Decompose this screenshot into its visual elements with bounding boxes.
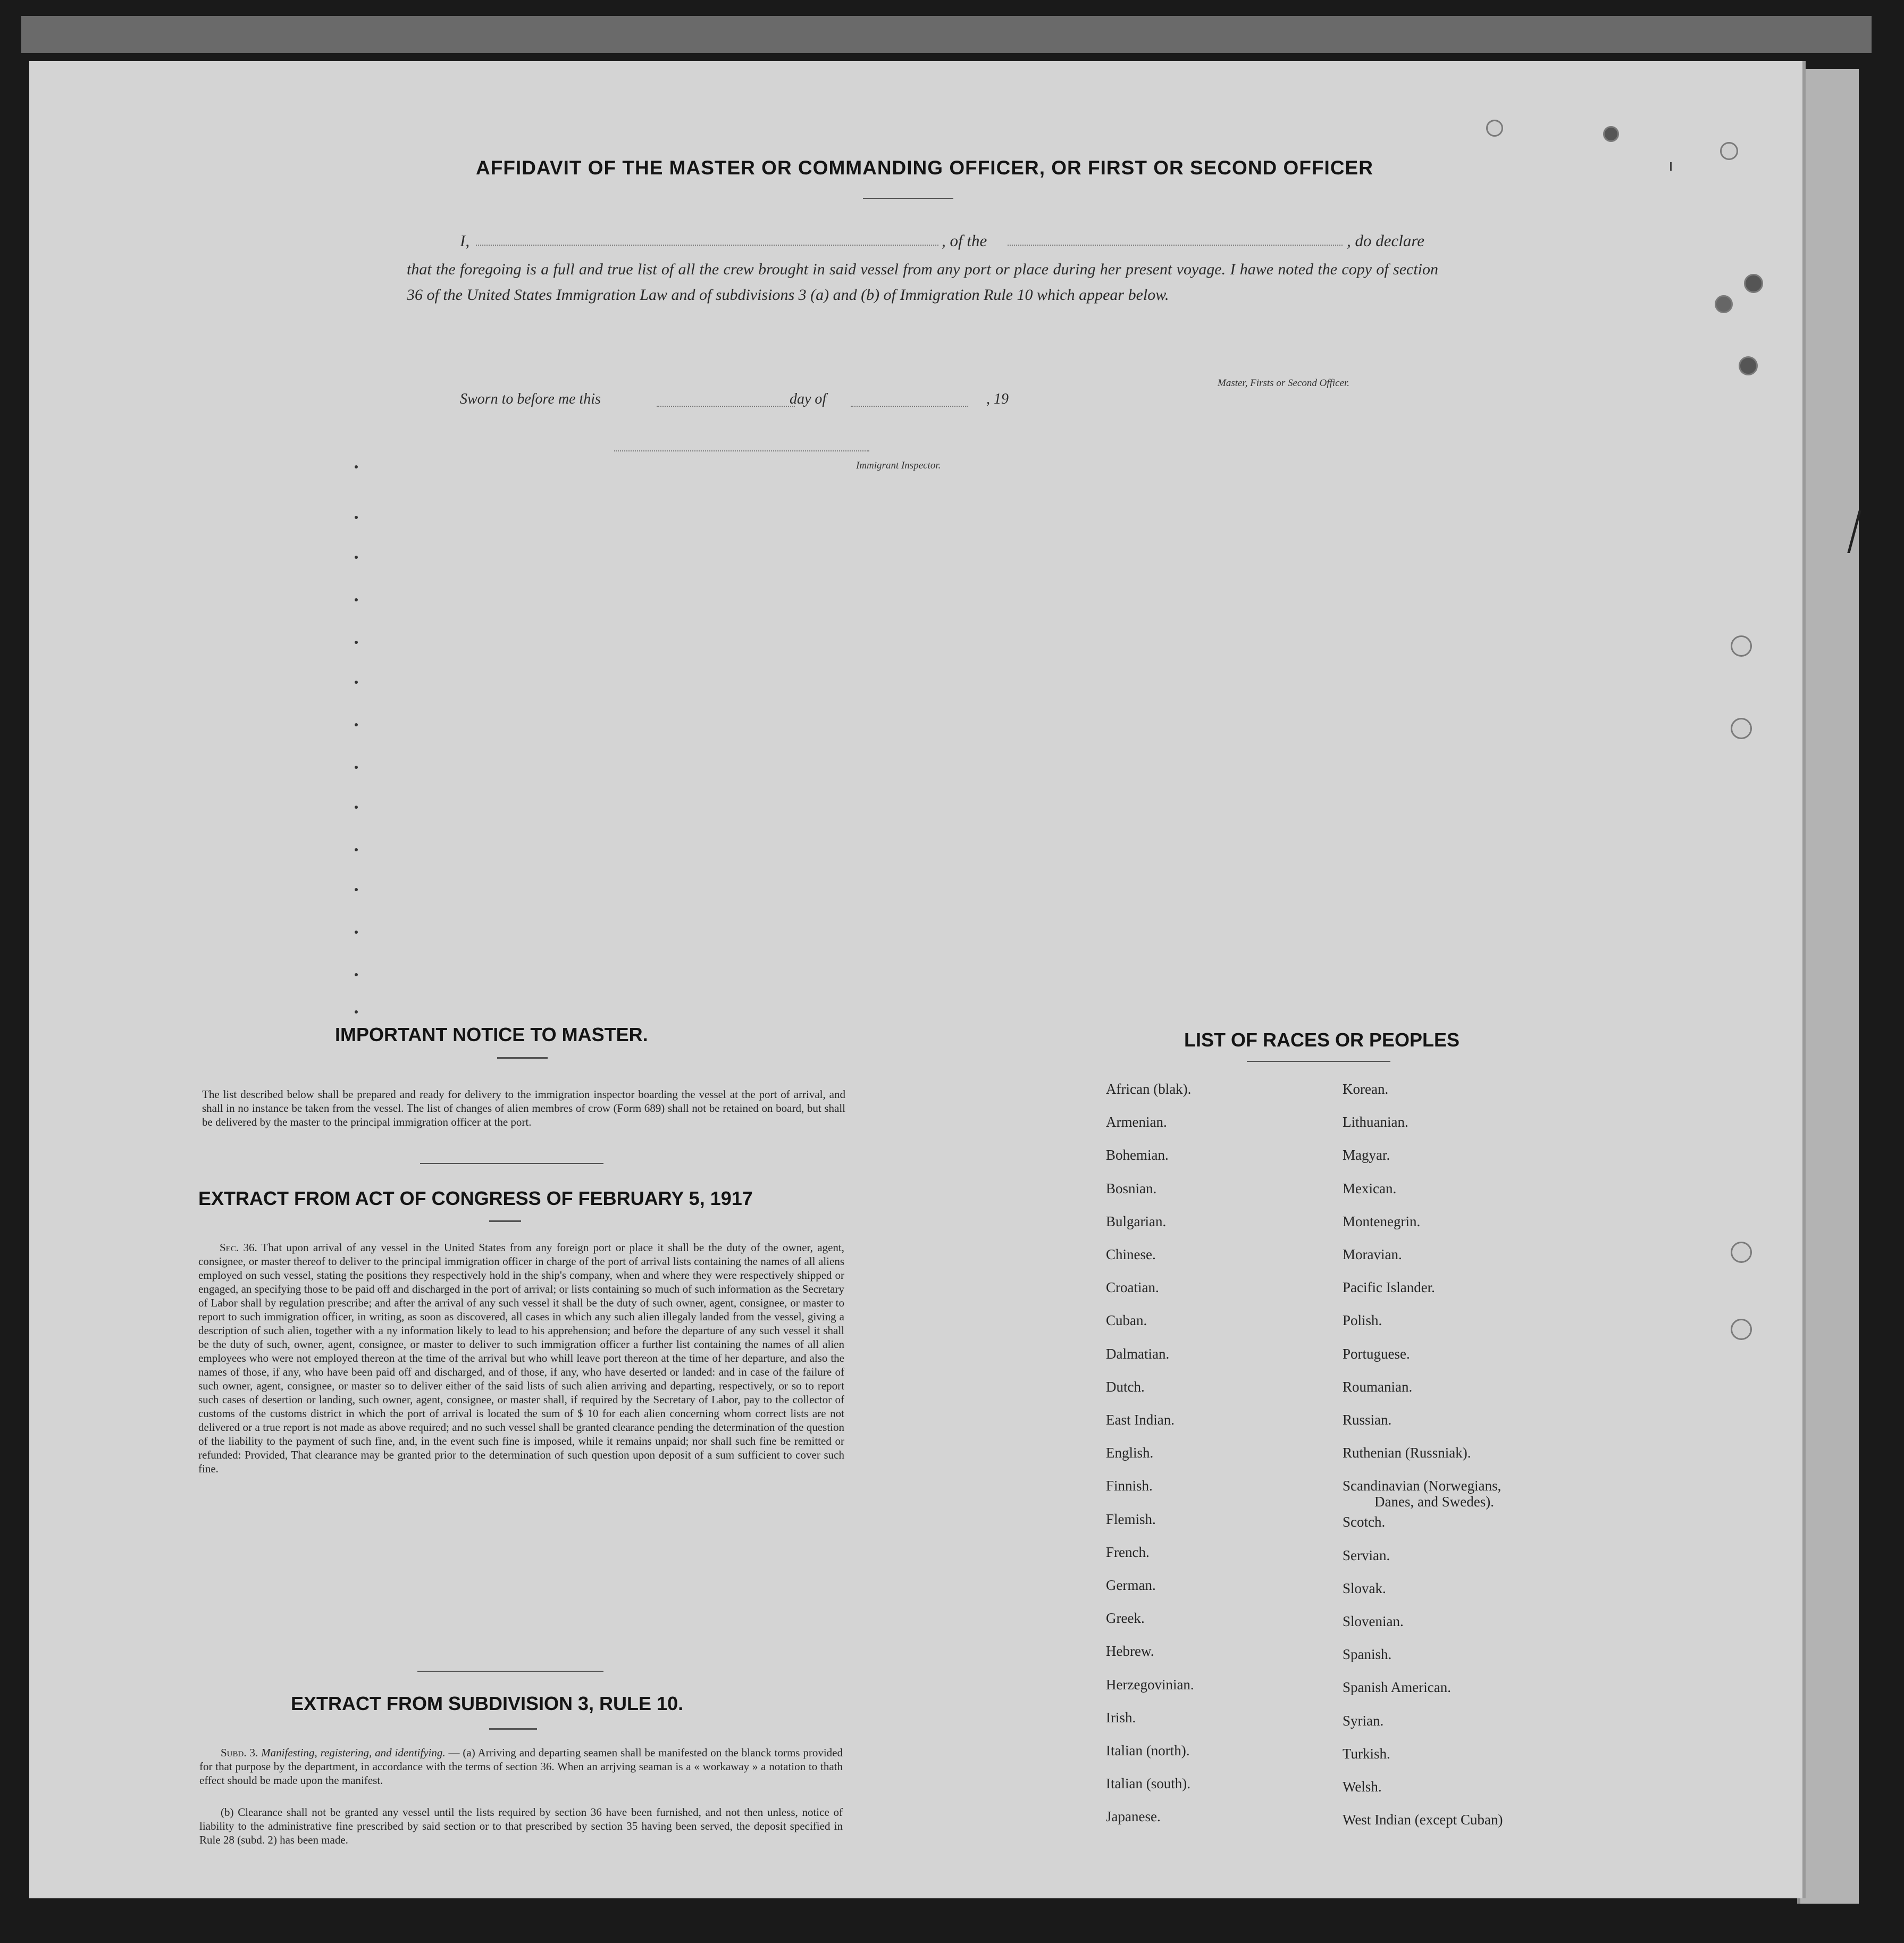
- race-item: Bosnian.: [1106, 1180, 1157, 1196]
- race-item: West Indian (except Cuban): [1343, 1812, 1503, 1828]
- race-item: Armenian.: [1106, 1114, 1167, 1130]
- do-declare-label: , do declare: [1347, 231, 1425, 250]
- divider: [489, 1220, 521, 1222]
- race-item: Italian (south).: [1106, 1776, 1190, 1792]
- race-item: Servian.: [1343, 1547, 1390, 1563]
- margin-dot: [355, 973, 358, 976]
- rule-text-a: [199, 1746, 843, 1787]
- rule-heading: EXTRACT FROM SUBDIVISION 3, RULE 10.: [291, 1693, 684, 1714]
- race-item: East Indian.: [1106, 1412, 1175, 1428]
- race-item: Syrian.: [1343, 1712, 1384, 1729]
- race-item: Bulgarian.: [1106, 1213, 1167, 1229]
- margin-dot: [355, 1010, 358, 1014]
- year-label: , 19: [986, 391, 1009, 407]
- races-heading: LIST OF RACES OR PEOPLES: [1184, 1029, 1460, 1051]
- race-item: Slovenian.: [1343, 1613, 1404, 1629]
- margin-dot: [355, 516, 358, 519]
- vessel-field[interactable]: [1008, 245, 1343, 246]
- race-item: Chinese.: [1106, 1246, 1156, 1262]
- race-item: Turkish.: [1343, 1745, 1390, 1762]
- declaration-i-label: I,: [460, 231, 470, 250]
- binder-hole-icon: [1731, 1242, 1752, 1263]
- binder-hole-icon: [1744, 274, 1763, 293]
- name-field[interactable]: [476, 245, 938, 246]
- divider: [497, 1057, 548, 1059]
- margin-dot: [355, 681, 358, 684]
- race-item: Portuguese.: [1343, 1345, 1410, 1362]
- race-item: Pacific Islander.: [1343, 1279, 1435, 1296]
- declaration-statement: that the foregoing is a full and true list of all the crew brought in said vessel from any port or place during her present voyage. I hawe noted the copy of section 36 of the United States Immigration Law and of subdivisions 3 (a) and (b) of Immigration Rule 10 which appear below.: [407, 261, 1438, 304]
- scan-frame-right: [1797, 69, 1859, 1904]
- divider: [863, 198, 953, 199]
- act-text: [198, 1241, 844, 1476]
- month-field[interactable]: [851, 406, 968, 407]
- act-heading: EXTRACT FROM ACT OF CONGRESS OF FEBRUARY 5, 1917: [198, 1187, 753, 1209]
- divider: [489, 1728, 537, 1730]
- race-item: Bohemian.: [1106, 1147, 1169, 1163]
- race-item: French.: [1106, 1544, 1150, 1560]
- of-the-label: , of the: [942, 231, 987, 250]
- race-item: Mexican.: [1343, 1180, 1397, 1196]
- margin-dot: [355, 848, 358, 851]
- margin-dot: [355, 931, 358, 934]
- race-item: Herzegovinian.: [1106, 1676, 1194, 1693]
- scan-frame-top: [21, 16, 1872, 53]
- margin-dot: [355, 723, 358, 726]
- race-item: Montenegrin.: [1343, 1213, 1421, 1229]
- race-item: Magyar.: [1343, 1147, 1390, 1163]
- race-item: Scandinavian (Norwegians,: [1343, 1478, 1502, 1494]
- race-item: Polish.: [1343, 1312, 1382, 1329]
- race-item: Korean.: [1343, 1081, 1389, 1097]
- binder-hole-icon: [1739, 356, 1758, 375]
- race-item: Scotch.: [1343, 1514, 1386, 1530]
- race-item: Croatian.: [1106, 1279, 1159, 1296]
- race-item: Finnish.: [1106, 1478, 1153, 1494]
- race-item: English.: [1106, 1445, 1154, 1461]
- margin-dot: [355, 465, 358, 468]
- race-item: Slovak.: [1343, 1580, 1386, 1596]
- rule-text-b: (b) Clearance shall not be granted any vessel until the lists required by section 36 have been furnished, and not then unless, notice of liability to the administrative fine prescribed by said section or to that prescribed by section 35 having been served, the deposit specified in Rule 28 (subd. 2) has been made.: [199, 1806, 843, 1846]
- race-item: Russian.: [1343, 1412, 1392, 1428]
- race-item: African (blak).: [1106, 1081, 1192, 1097]
- race-item: German.: [1106, 1577, 1156, 1593]
- margin-dot: [355, 641, 358, 644]
- race-item: Greek.: [1106, 1610, 1145, 1627]
- race-item: Lithuanian.: [1343, 1114, 1408, 1130]
- rule-subd-label: Subd. 3.: [221, 1746, 258, 1759]
- race-item: Ruthenian (Russniak).: [1343, 1445, 1471, 1461]
- notice-text: The list described below shall be prepared and ready for delivery to the immigration inspector boarding the vessel at the port of arrival, and shall in no instance be taken from the vessel. The list of changes of alien membres of crow (Form 689) shall not be retained on board, but shall be delivered by the master to the principal immigration officer at the port.: [202, 1088, 845, 1128]
- binder-hole-icon: [1715, 295, 1733, 313]
- margin-dot: [355, 766, 358, 769]
- document-page: [29, 61, 1806, 1898]
- margin-dot: [355, 806, 358, 809]
- race-item: Irish.: [1106, 1709, 1136, 1726]
- binder-hole-icon: [1731, 1319, 1752, 1340]
- margin-dot: [355, 598, 358, 601]
- signature-caption: Master, Firsts or Second Officer.: [1218, 378, 1350, 389]
- binder-hole-icon: [1731, 635, 1752, 657]
- race-item: Spanish.: [1343, 1646, 1392, 1663]
- day-field[interactable]: [657, 406, 795, 407]
- margin-dot: [355, 888, 358, 891]
- day-of-label: day of: [790, 391, 827, 407]
- binder-hole-icon: [1720, 142, 1738, 160]
- inspector-caption: Immigrant Inspector.: [856, 460, 941, 471]
- race-item: Danes, and Swedes).: [1374, 1494, 1494, 1510]
- race-item: Dalmatian.: [1106, 1345, 1170, 1362]
- binder-hole-icon: [1486, 120, 1503, 137]
- stray-mark: [1670, 162, 1672, 171]
- race-item: Flemish.: [1106, 1511, 1156, 1527]
- divider: [1247, 1061, 1390, 1062]
- binder-hole-icon: [1731, 718, 1752, 739]
- binder-hole-icon: [1603, 126, 1619, 142]
- inspector-signature-field[interactable]: [614, 450, 869, 451]
- notice-heading: IMPORTANT NOTICE TO MASTER.: [335, 1024, 648, 1045]
- race-item: Roumanian.: [1343, 1378, 1413, 1395]
- divider: [420, 1163, 603, 1164]
- race-item: Spanish American.: [1343, 1679, 1451, 1696]
- race-item: Japanese.: [1106, 1808, 1161, 1825]
- affidavit-title: AFFIDAVIT OF THE MASTER OR COMMANDING OFFICER, OR FIRST OR SECOND OFFICER: [476, 157, 1373, 179]
- race-item: Dutch.: [1106, 1378, 1145, 1395]
- race-item: Italian (north).: [1106, 1743, 1190, 1758]
- rule-body-a: — (a) Arriving and departing seamen shall be manifested on the blanck torms provided for that purpose by the department, in accordance with the terms of section 36. When an arrjving seaman is a « workaway » a notation to thath effect should be made upon the manifest.: [199, 1746, 843, 1787]
- act-body: That upon arrival of any vessel in the United States from any foreign port or place it shall be the duty of the owner, agent, consignee, or master thereof to deliver to the principal immigration officer in charge of the port of arrival lists containing the names of all aliens employed on such vessel, stating the positions they respectively hold in the ship's company, when and where they were respectively shipped or engaged, an specifying those to be paid off and discharged in the port of arrival; or lists containing so much of such information as the Secretary of Labor shall by regulation prescribe; and after the arrival of any such vessel it shall be the duty of such owner, agent, consignee, or master to report to such immigration officer, in writing, as soon as discovered, all cases in which any such alien illegaly landed from the vessel, giving a description of such alien, together with a ny information likely to lead to his apprehension; and before the departure of any such vessel it shall be the duty of such, owner, agent, consignee, or master to deliver to such immigration officer a further list containing the names of all alien employees who were not employed thereon at the time of the arrival but who whill leave port thereon at the time of her departure, and also the names of those, if any, who have been paid off and discharged, and of those, if any, who have deserted or landed: and in case of the failure of such owner, agent, consignee, or master so to deliver either of the said lists of such alien arriving and departing, respectively, or so to report such cases of desertion or landing, such owner, agent, consignee, or master shall, if required by the Secretary of Labor, pay to the collector of customs of the customs district in which the port of arrival is located the sum of $ 10 for each alien concerning whom correct lists are not delivered or a true report is not made as above required; and no such vessel shall be granted clearance pending the determination of the question of the liability to the payment of such fine, and, in the event such fine is imposed, while it remains unpaid; nor shall such fine be remitted or refunded: Provided, That clearance may be granted prior to the determination of such question upon deposit of a sum sufficient to cover such fine.: [198, 1241, 844, 1475]
- margin-dot: [355, 556, 358, 559]
- race-item: Welsh.: [1343, 1779, 1382, 1795]
- act-section-label: Sec. 36.: [220, 1241, 257, 1254]
- race-item: Hebrew.: [1106, 1643, 1154, 1660]
- rule-subd-title: Manifesting, registering, and identifying.: [261, 1746, 446, 1759]
- sworn-label: Sworn to before me this: [460, 391, 601, 407]
- race-item: Moravian.: [1343, 1246, 1402, 1262]
- divider: [417, 1671, 603, 1672]
- race-item: Cuban.: [1106, 1312, 1147, 1329]
